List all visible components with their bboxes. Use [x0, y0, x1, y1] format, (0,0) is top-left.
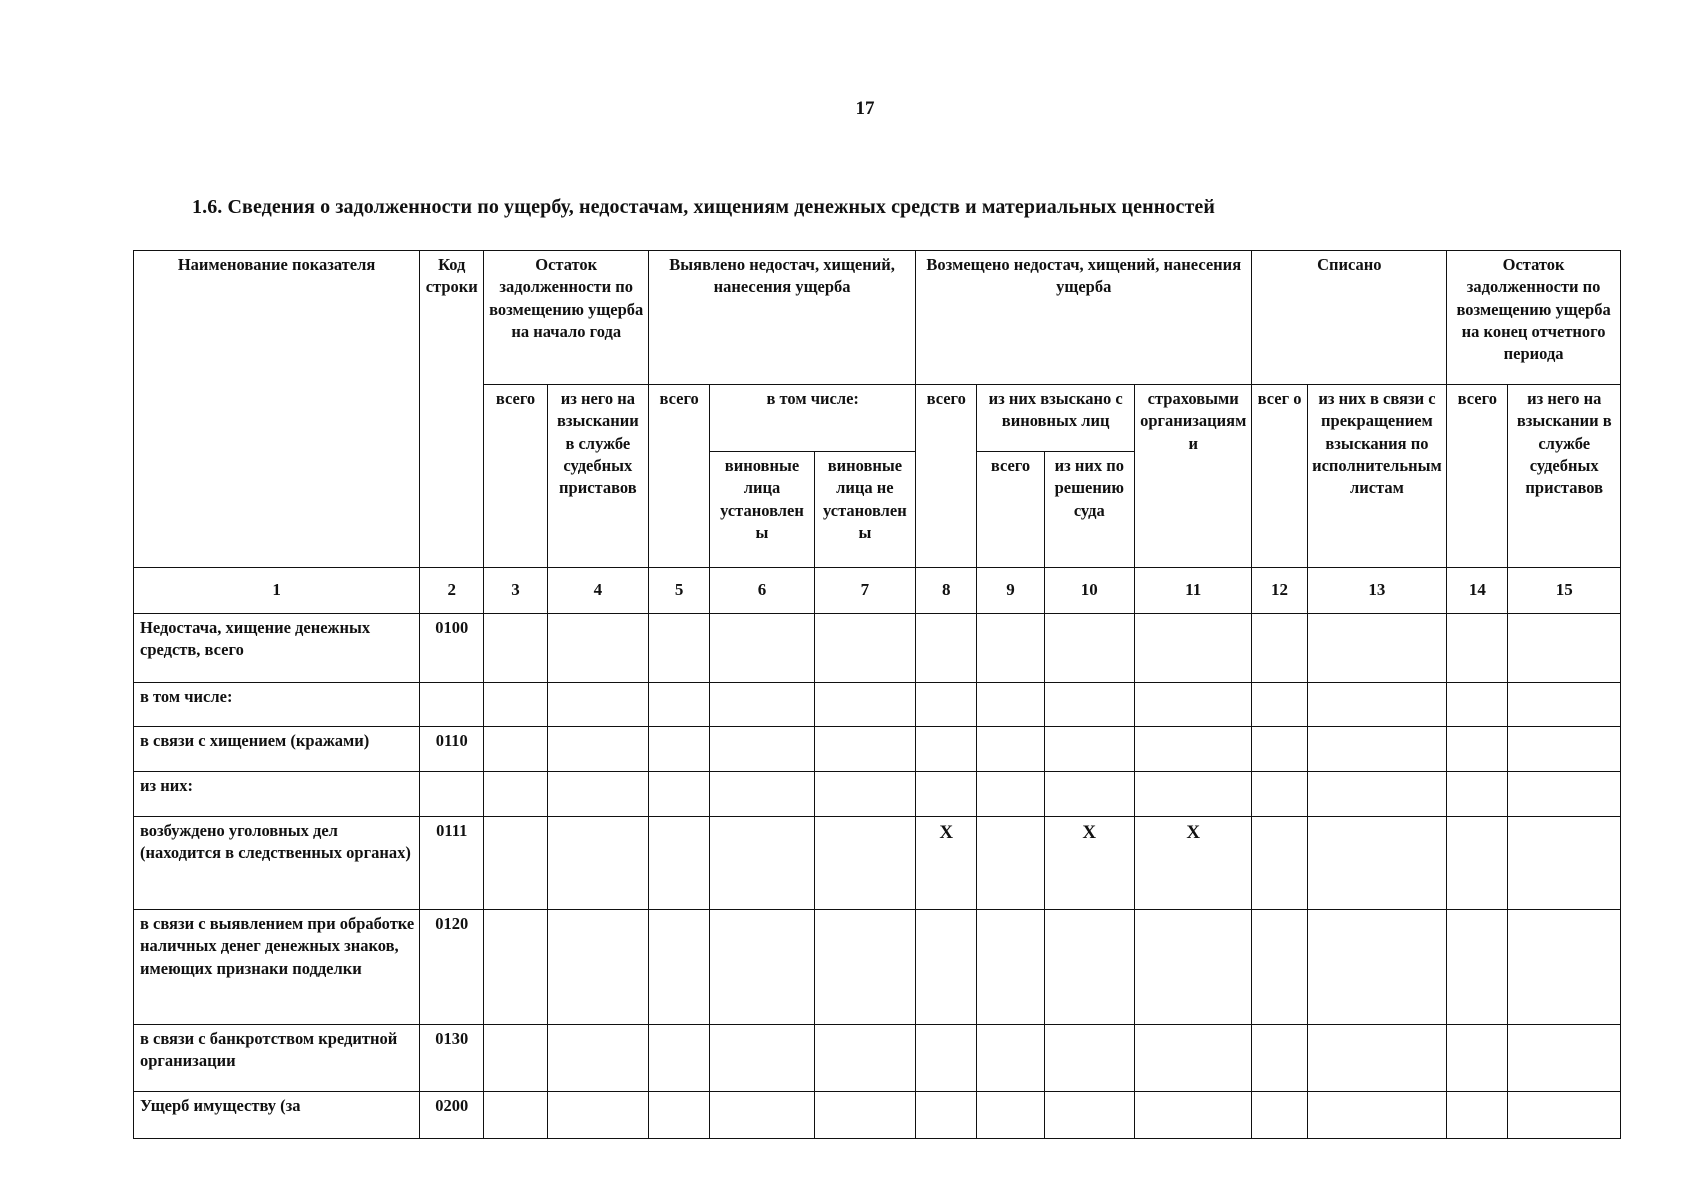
row-name: из них: [134, 772, 420, 817]
column-number: 4 [547, 568, 648, 614]
empty-cell [977, 1025, 1044, 1092]
table-row [134, 1025, 1621, 1092]
header-total-c12: всег о [1252, 385, 1307, 568]
empty-cell [1252, 772, 1307, 817]
row-name: в том числе: [134, 683, 420, 727]
column-number: 7 [814, 568, 915, 614]
empty-cell [1508, 772, 1621, 817]
column-number: 15 [1508, 568, 1621, 614]
empty-cell [547, 727, 648, 772]
empty-cell [649, 614, 710, 683]
header-writs-terminated: из них в связи с прекращением взыскания по исполнительным листам [1307, 385, 1447, 568]
empty-cell [814, 614, 915, 683]
table-row [134, 727, 1621, 772]
column-number: 9 [977, 568, 1044, 614]
empty-cell [710, 817, 814, 910]
empty-cell [1447, 772, 1508, 817]
row-code: 0110 [420, 727, 484, 772]
empty-cell [649, 772, 710, 817]
empty-cell [1508, 817, 1621, 910]
empty-cell [1044, 1025, 1134, 1092]
empty-cell [1044, 727, 1134, 772]
empty-cell [1307, 817, 1447, 910]
header-recovered-culprits: из них взыскано с виновных лиц [977, 385, 1135, 452]
empty-cell [1252, 683, 1307, 727]
column-number: 12 [1252, 568, 1307, 614]
empty-cell [710, 614, 814, 683]
header-court-decision: из них по решению суда [1044, 452, 1134, 568]
row-code: 0130 [420, 1025, 484, 1092]
empty-cell [710, 1092, 814, 1139]
empty-cell [814, 727, 915, 772]
header-culprits-established: виновные лица установлены [710, 452, 814, 568]
table-row [134, 817, 1621, 910]
empty-cell [1447, 1025, 1508, 1092]
header-total-c14: всего [1447, 385, 1508, 568]
header-row-1 [134, 251, 1621, 385]
row-code: 0200 [420, 1092, 484, 1139]
not-applicable-mark: X [916, 817, 977, 910]
empty-cell [484, 1092, 547, 1139]
empty-cell [1307, 727, 1447, 772]
empty-cell [1307, 772, 1447, 817]
header-total-c5: всего [649, 385, 710, 568]
empty-cell [916, 772, 977, 817]
empty-cell [1307, 910, 1447, 1025]
page-number: 17 [855, 98, 875, 119]
header-insurance: страховыми организациями [1134, 385, 1251, 568]
row-name: в связи с банкротством кредитной организации [134, 1025, 420, 1092]
empty-cell [484, 683, 547, 727]
empty-cell [1134, 910, 1251, 1025]
empty-cell [547, 614, 648, 683]
empty-cell [814, 772, 915, 817]
empty-cell [977, 727, 1044, 772]
empty-cell [1307, 614, 1447, 683]
empty-cell [1044, 614, 1134, 683]
column-number: 13 [1307, 568, 1447, 614]
row-name: Ущерб имуществу (за [134, 1092, 420, 1139]
empty-cell [916, 1025, 977, 1092]
empty-cell [1044, 683, 1134, 727]
empty-cell [814, 1092, 915, 1139]
not-applicable-mark: X [1134, 817, 1251, 910]
row-name: возбуждено уголовных дел (находится в следственных органах) [134, 817, 420, 910]
empty-cell [1134, 1025, 1251, 1092]
empty-cell [1508, 1092, 1621, 1139]
empty-cell [1252, 727, 1307, 772]
header-including: в том числе: [710, 385, 916, 452]
empty-cell [484, 910, 547, 1025]
empty-cell [1307, 1092, 1447, 1139]
row-name: в связи с хищением (кражами) [134, 727, 420, 772]
header-written-off: Списано [1252, 251, 1447, 385]
empty-cell [977, 910, 1044, 1025]
empty-cell [1252, 910, 1307, 1025]
column-number: 6 [710, 568, 814, 614]
column-number: 3 [484, 568, 547, 614]
empty-cell [977, 614, 1044, 683]
empty-cell [649, 1092, 710, 1139]
empty-cell [710, 910, 814, 1025]
empty-cell [814, 683, 915, 727]
empty-cell [710, 1025, 814, 1092]
empty-cell [649, 727, 710, 772]
empty-cell [1508, 1025, 1621, 1092]
empty-cell [547, 772, 648, 817]
empty-cell [977, 683, 1044, 727]
empty-cell [1307, 683, 1447, 727]
empty-cell [649, 817, 710, 910]
header-reimbursed: Возмещено недостач, хищений, нанесения ущерба [916, 251, 1252, 385]
header-total-c3: всего [484, 385, 547, 568]
header-name: Наименование показателя [134, 251, 420, 568]
empty-cell [1252, 817, 1307, 910]
empty-cell [1447, 1092, 1508, 1139]
empty-cell [1044, 772, 1134, 817]
header-bailiffs-c4: из него на взыскании в службе судебных приставов [547, 385, 648, 568]
empty-cell [977, 817, 1044, 910]
empty-cell [814, 817, 915, 910]
empty-cell [1134, 683, 1251, 727]
debt-report-table [133, 250, 1621, 1139]
empty-cell [1252, 1092, 1307, 1139]
header-bailiffs-c15: из него на взыскании в службе судебных приставов [1508, 385, 1621, 568]
empty-cell [916, 727, 977, 772]
column-number: 14 [1447, 568, 1508, 614]
empty-cell [1447, 683, 1508, 727]
empty-cell [1134, 1092, 1251, 1139]
empty-cell [916, 614, 977, 683]
empty-cell [1447, 614, 1508, 683]
empty-cell [916, 1092, 977, 1139]
empty-cell [1252, 614, 1307, 683]
empty-cell [1508, 683, 1621, 727]
empty-cell [1134, 772, 1251, 817]
empty-cell [484, 727, 547, 772]
empty-cell [1134, 727, 1251, 772]
table-row [134, 683, 1621, 727]
empty-cell [916, 910, 977, 1025]
header-culprits-not-established: виновные лица не установлены [814, 452, 915, 568]
empty-cell [484, 1025, 547, 1092]
table-row [134, 910, 1621, 1025]
empty-cell [1447, 910, 1508, 1025]
empty-cell [1508, 727, 1621, 772]
row-code: 0100 [420, 614, 484, 683]
header-total-c8: всего [916, 385, 977, 568]
empty-cell [814, 1025, 915, 1092]
empty-cell [484, 614, 547, 683]
column-number: 1 [134, 568, 420, 614]
row-code [420, 772, 484, 817]
empty-cell [1134, 614, 1251, 683]
header-total-c9: всего [977, 452, 1044, 568]
empty-cell [1508, 910, 1621, 1025]
row-code: 0120 [420, 910, 484, 1025]
empty-cell [649, 683, 710, 727]
empty-cell [484, 772, 547, 817]
empty-cell [977, 772, 1044, 817]
column-number-row [134, 568, 1621, 614]
section-title: 1.6. Сведения о задолженности по ущербу, недостачам, хищениям денежных средств и материальных ценностей [192, 196, 1216, 218]
table-row [134, 1092, 1621, 1139]
column-number: 10 [1044, 568, 1134, 614]
empty-cell [649, 1025, 710, 1092]
table-row [134, 614, 1621, 683]
empty-cell [649, 910, 710, 1025]
not-applicable-mark: X [1044, 817, 1134, 910]
empty-cell [547, 1092, 648, 1139]
column-number: 8 [916, 568, 977, 614]
header-opening-balance: Остаток задолженности по возмещению ущерба на начало года [484, 251, 649, 385]
row-code: 0111 [420, 817, 484, 910]
empty-cell [1044, 1092, 1134, 1139]
header-code: Код строки [420, 251, 484, 568]
row-name: в связи с выявлением при обработке наличных денег денежных знаков, имеющих признаки подделки [134, 910, 420, 1025]
empty-cell [710, 727, 814, 772]
empty-cell [1447, 817, 1508, 910]
empty-cell [1307, 1025, 1447, 1092]
empty-cell [547, 1025, 648, 1092]
empty-cell [1447, 727, 1508, 772]
data-rows [134, 614, 1621, 1139]
empty-cell [977, 1092, 1044, 1139]
column-number: 2 [420, 568, 484, 614]
empty-cell [710, 683, 814, 727]
row-code [420, 683, 484, 727]
empty-cell [547, 817, 648, 910]
empty-cell [1252, 1025, 1307, 1092]
empty-cell [484, 817, 547, 910]
empty-cell [1508, 614, 1621, 683]
column-number: 5 [649, 568, 710, 614]
header-identified: Выявлено недостач, хищений, нанесения ущерба [649, 251, 916, 385]
table-row [134, 772, 1621, 817]
column-number: 11 [1134, 568, 1251, 614]
empty-cell [547, 683, 648, 727]
row-name: Недостача, хищение денежных средств, всего [134, 614, 420, 683]
empty-cell [547, 910, 648, 1025]
empty-cell [1044, 910, 1134, 1025]
header-closing-balance: Остаток задолженности по возмещению ущерба на конец отчетного периода [1447, 251, 1621, 385]
empty-cell [916, 683, 977, 727]
empty-cell [710, 772, 814, 817]
empty-cell [814, 910, 915, 1025]
